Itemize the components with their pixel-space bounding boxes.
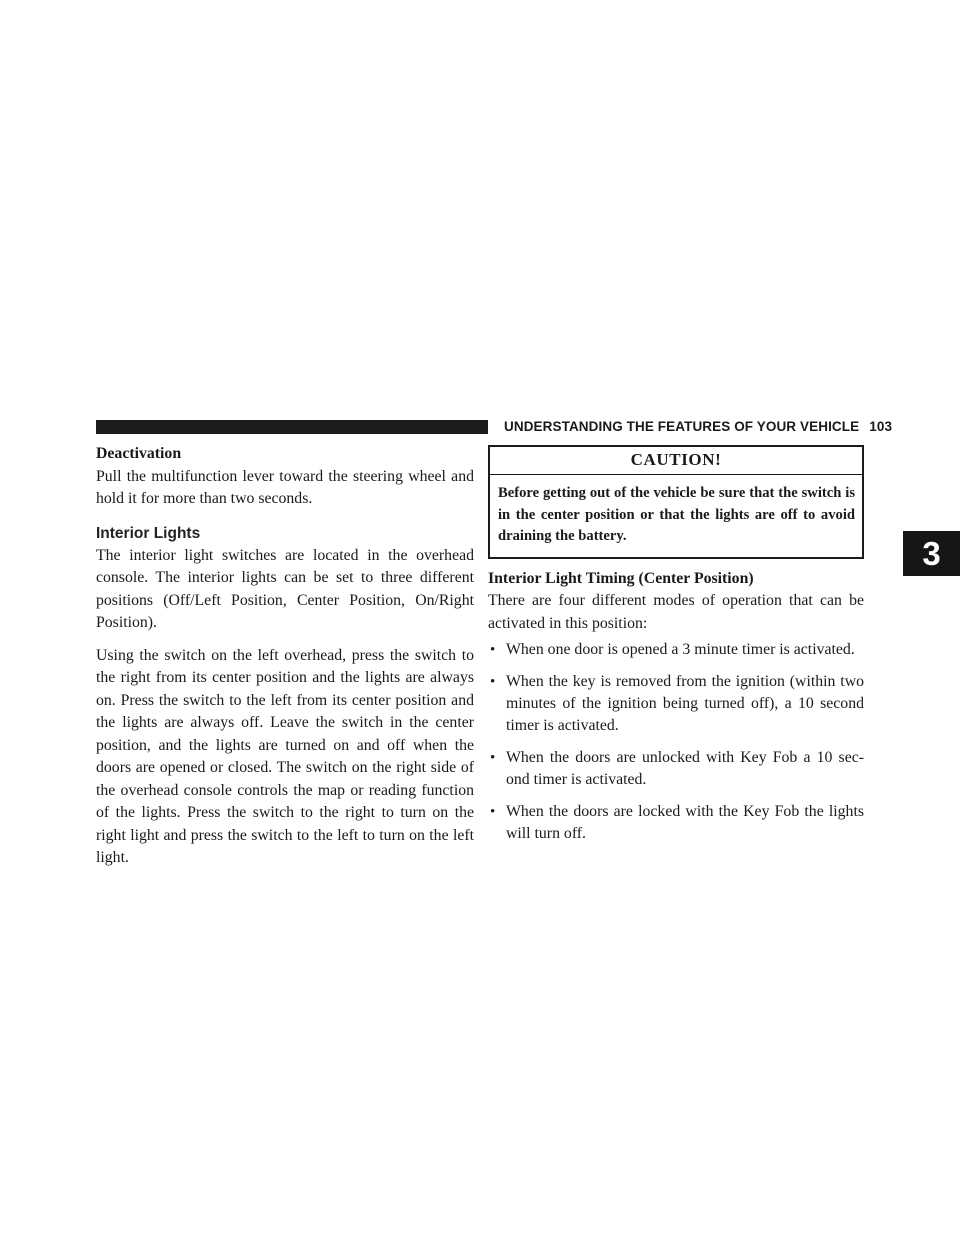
bullet-icon: •: [490, 674, 496, 690]
header-rule: [96, 420, 488, 434]
list-item: [488, 747, 864, 791]
list-item-text: When one door is opened a 3 minute timer is activated.: [506, 641, 855, 658]
timing-intro: There are four different modes of operation that can be activated in this position:: [488, 592, 864, 632]
list-item-text: When the doors are unlocked with Key Fob a 10 sec-ond timer is activated.: [506, 749, 864, 788]
caution-text: Before getting out of the vehicle be sure that the switch is in the center position or that the lights are off to avoid draining the battery.: [498, 485, 855, 544]
bullet-icon: •: [490, 750, 496, 766]
timing-modes-list: [488, 639, 864, 845]
list-item: [488, 801, 864, 845]
caution-box: [488, 445, 864, 559]
list-item-text: When the key is removed from the ignition (within two minutes of the ignition being turned off), a 10 second timer is activated.: [506, 673, 864, 734]
interior-lights-paragraph-1: The interior light switches are located in the overhead console. The interior lights can be set to three different positions (Off/Left Position, Center Position, On/Right Position).: [96, 546, 474, 631]
list-item: [488, 639, 864, 661]
section-title: UNDERSTANDING THE FEATURES OF YOUR VEHICLE: [504, 419, 860, 434]
page-number: 103: [869, 419, 893, 434]
interior-lights-heading: Interior Lights: [96, 524, 201, 542]
running-header: [504, 419, 892, 434]
list-item: [488, 671, 864, 737]
timing-heading: Interior Light Timing (Center Position): [488, 569, 754, 587]
bullet-icon: •: [490, 804, 496, 820]
list-item-text: When the doors are locked with the Key Fob the lights will turn off.: [506, 803, 864, 842]
deactivation-heading: Deactivation: [96, 445, 182, 462]
left-column: [96, 443, 474, 870]
chapter-tab: 3: [903, 531, 960, 576]
deactivation-text: Pull the multifunction lever toward the steering wheel and hold it for more than two seconds.: [96, 467, 474, 507]
right-column: [488, 443, 864, 855]
interior-lights-paragraph-2: Using the switch on the left overhead, press the switch to the right from its center position and the lights are always on. Press the switch to the left from its center position and the lights are always off. Leave the switch in the center position, and the lights are turned on and off when the doors are opened or closed. The switch on the right side of the overhead console controls the map or reading function of the lights. Press the switch to the right to turn on the right light and press the switch to the left to turn on the left light.: [96, 646, 474, 866]
caution-title: CAUTION!: [490, 447, 862, 475]
bullet-icon: •: [490, 642, 496, 658]
